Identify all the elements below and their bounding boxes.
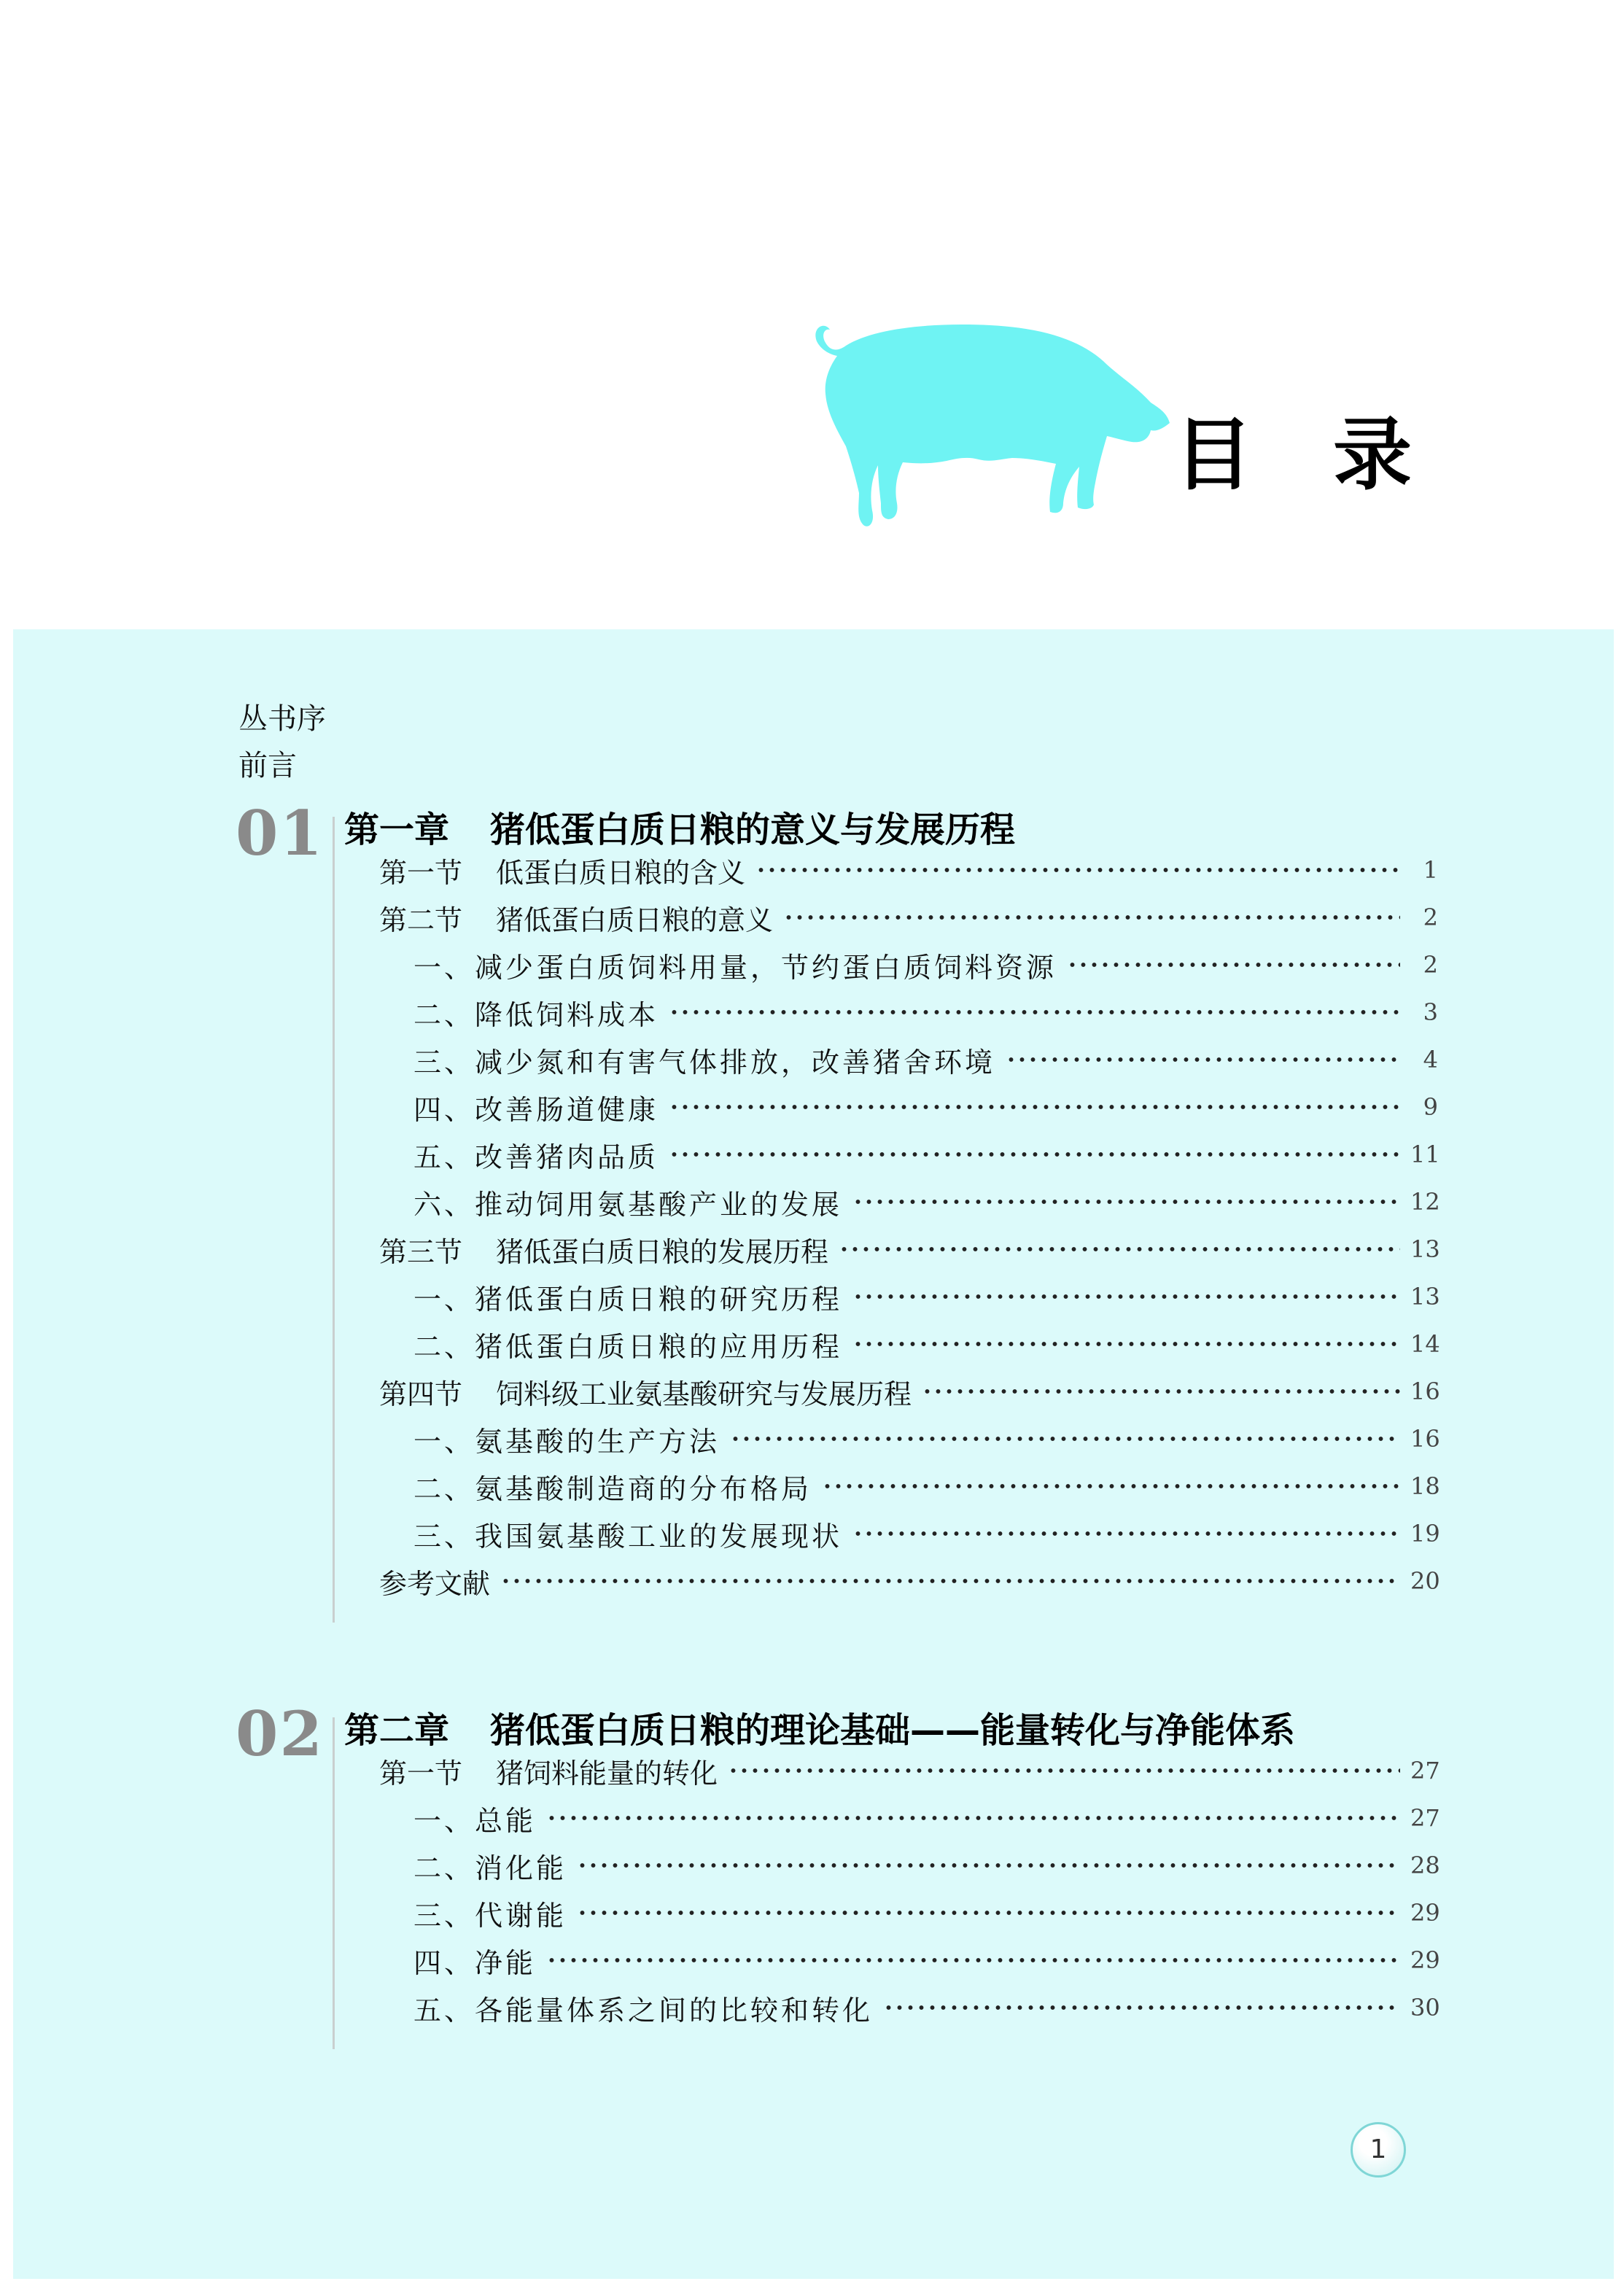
toc-entry-label bbox=[413, 1846, 567, 1886]
toc-dot-leader bbox=[852, 1198, 1400, 1205]
toc-subsection-entry[interactable] bbox=[413, 1324, 1438, 1364]
toc-entry-label bbox=[413, 1798, 536, 1838]
toc-entry-label bbox=[379, 1372, 912, 1412]
toc-subsection-entry[interactable] bbox=[413, 1845, 1438, 1886]
toc-page-number: 30 bbox=[1410, 1994, 1440, 2021]
chapter-number: 01 bbox=[236, 797, 324, 869]
toc-entry-text: 三、我国氨基酸工业的发展现状 bbox=[413, 1520, 843, 1553]
toc-page-number: 20 bbox=[1410, 1567, 1440, 1595]
toc-page-number: 16 bbox=[1410, 1425, 1440, 1453]
toc-entry-label bbox=[413, 1040, 995, 1080]
toc-entry-label bbox=[379, 1561, 490, 1601]
toc-section-number: 第二节 bbox=[379, 904, 463, 936]
chapter-number: 02 bbox=[236, 1698, 324, 1770]
toc-section-entry[interactable] bbox=[379, 1561, 1438, 1601]
toc-entry-label bbox=[413, 1467, 812, 1507]
toc-entry-text: 二、降低饲料成本 bbox=[413, 998, 659, 1031]
toc-dot-leader bbox=[883, 2004, 1400, 2011]
toc-page-number: 2 bbox=[1423, 904, 1438, 931]
toc-page-number: 16 bbox=[1410, 1378, 1440, 1405]
toc-page-number: 13 bbox=[1410, 1235, 1440, 1263]
toc-section-entry[interactable] bbox=[379, 1371, 1438, 1412]
toc-entry-label bbox=[413, 1277, 842, 1317]
toc-dot-leader bbox=[1067, 961, 1400, 968]
toc-subsection-entry[interactable] bbox=[413, 1798, 1438, 1838]
toc-dot-leader bbox=[546, 1814, 1400, 1822]
toc-dot-leader bbox=[669, 1009, 1400, 1016]
toc-dot-leader bbox=[852, 1530, 1400, 1537]
toc-entry-label bbox=[413, 1182, 842, 1222]
toc-dot-leader bbox=[839, 1246, 1400, 1253]
toc-entry-text: 低蛋白质日粮的含义 bbox=[496, 856, 746, 889]
toc-entry-text: 六、推动饲用氨基酸产业的发展 bbox=[413, 1188, 843, 1221]
toc-page-number: 12 bbox=[1410, 1188, 1440, 1216]
toc-dot-leader bbox=[852, 1293, 1400, 1300]
toc-entry-text: 一、减少蛋白质饲料用量，节约蛋白质饲料资源 bbox=[413, 951, 1057, 984]
toc-subsection-entry[interactable] bbox=[413, 1134, 1438, 1175]
toc-subsection-entry[interactable] bbox=[413, 1276, 1438, 1317]
toc-entry-text: 一、总能 bbox=[413, 1804, 537, 1837]
toc-entry-label bbox=[413, 1988, 873, 2028]
toc-page-number: 28 bbox=[1410, 1852, 1440, 1879]
toc-entry-text: 四、净能 bbox=[413, 1946, 537, 1979]
toc-subsection-entry[interactable] bbox=[413, 1940, 1438, 1981]
toc-subsection-entry[interactable] bbox=[413, 944, 1438, 985]
toc-entry-label bbox=[413, 945, 1057, 985]
toc-entry-text: 猪低蛋白质日粮的意义 bbox=[496, 904, 774, 936]
toc-page-number: 3 bbox=[1423, 998, 1438, 1026]
toc-section-number: 第四节 bbox=[379, 1378, 463, 1410]
toc-dot-leader bbox=[577, 1909, 1400, 1916]
toc-page-number: 1 bbox=[1423, 856, 1438, 884]
toc-entry-label bbox=[413, 992, 658, 1033]
toc-dot-leader bbox=[728, 1767, 1400, 1774]
toc-section-entry[interactable] bbox=[379, 850, 1438, 890]
toc-subsection-entry[interactable] bbox=[413, 1466, 1438, 1507]
toc-subsection-entry[interactable] bbox=[413, 1513, 1438, 1554]
toc-entry-label bbox=[413, 1893, 567, 1933]
toc-entry-text: 猪低蛋白质日粮的发展历程 bbox=[496, 1235, 829, 1268]
toc-page-number: 13 bbox=[1410, 1283, 1440, 1310]
toc-dot-leader bbox=[669, 1151, 1400, 1158]
chapter-divider-line bbox=[333, 1717, 335, 2049]
toc-entry-label bbox=[413, 1941, 536, 1981]
toc-subsection-entry[interactable] bbox=[413, 1181, 1438, 1222]
toc-entry-text: 一、氨基酸的生产方法 bbox=[413, 1425, 720, 1458]
toc-entry-label bbox=[379, 850, 745, 890]
toc-section-number: 第一节 bbox=[379, 856, 463, 889]
toc-entry-label bbox=[413, 1514, 842, 1554]
toc-dot-leader bbox=[500, 1577, 1400, 1585]
toc-entry-label bbox=[379, 1751, 718, 1791]
toc-entry-text: 参考文献 bbox=[379, 1567, 491, 1600]
toc-page-number: 14 bbox=[1410, 1330, 1440, 1358]
chapter-title[interactable] bbox=[344, 808, 1015, 852]
chapter-label: 第二章 bbox=[344, 1710, 450, 1751]
toc-front-matter-series-preface[interactable]: 丛书序 bbox=[238, 702, 326, 736]
toc-entry-label bbox=[413, 1135, 658, 1175]
toc-page-number: 29 bbox=[1410, 1946, 1440, 1974]
toc-dot-leader bbox=[922, 1388, 1400, 1395]
toc-subsection-entry[interactable] bbox=[413, 1892, 1438, 1933]
toc-page-number: 11 bbox=[1410, 1141, 1440, 1168]
toc-entry-text: 四、改善肠道健康 bbox=[413, 1093, 659, 1126]
toc-entry-text: 五、各能量体系之间的比较和转化 bbox=[413, 1994, 874, 2027]
toc-subsection-entry[interactable] bbox=[413, 1039, 1438, 1080]
toc-page-number: 27 bbox=[1410, 1757, 1440, 1784]
chapter-title[interactable] bbox=[344, 1709, 1295, 1752]
toc-dot-leader bbox=[783, 914, 1400, 921]
chapter-title-text: 猪低蛋白质日粮的理论基础——能量转化与净能体系 bbox=[490, 1710, 1296, 1751]
toc-section-entry[interactable] bbox=[379, 1750, 1438, 1791]
toc-page-number: 18 bbox=[1410, 1472, 1440, 1500]
page-title: 目录 bbox=[1174, 410, 1493, 501]
chapter-divider-line bbox=[333, 817, 335, 1623]
toc-entry-label bbox=[379, 898, 773, 938]
toc-entry-text: 三、减少氮和有害气体排放，改善猪舍环境 bbox=[413, 1046, 996, 1079]
toc-dot-leader bbox=[730, 1435, 1400, 1442]
toc-page-number: 9 bbox=[1423, 1093, 1438, 1121]
toc-dot-leader bbox=[546, 1957, 1400, 1964]
toc-subsection-entry[interactable] bbox=[413, 1987, 1438, 2028]
toc-page-number: 27 bbox=[1410, 1804, 1440, 1832]
toc-entry-label bbox=[413, 1324, 842, 1364]
toc-subsection-entry[interactable] bbox=[413, 992, 1438, 1033]
toc-entry-label bbox=[413, 1419, 720, 1459]
toc-subsection-entry[interactable] bbox=[413, 1087, 1438, 1127]
toc-section-entry[interactable] bbox=[379, 1229, 1438, 1270]
toc-entry-text: 二、消化能 bbox=[413, 1852, 567, 1884]
toc-dot-leader bbox=[669, 1103, 1400, 1111]
toc-dot-leader bbox=[822, 1483, 1400, 1490]
chapter-title-text: 猪低蛋白质日粮的意义与发展历程 bbox=[490, 809, 1016, 850]
toc-dot-leader bbox=[755, 866, 1400, 874]
toc-entry-label bbox=[379, 1229, 828, 1270]
toc-entry-text: 五、改善猪肉品质 bbox=[413, 1141, 659, 1173]
toc-dot-leader bbox=[852, 1340, 1400, 1348]
toc-page-number: 19 bbox=[1410, 1520, 1440, 1547]
toc-entry-text: 三、代谢能 bbox=[413, 1899, 567, 1932]
toc-dot-leader bbox=[577, 1862, 1400, 1869]
chapter-label: 第一章 bbox=[344, 809, 450, 850]
toc-dot-leader bbox=[1006, 1056, 1400, 1063]
toc-page-number: 29 bbox=[1410, 1899, 1440, 1927]
toc-section-number: 第一节 bbox=[379, 1757, 463, 1790]
toc-front-matter-preface[interactable]: 前言 bbox=[238, 749, 297, 782]
toc-section-entry[interactable] bbox=[379, 897, 1438, 938]
toc-entry-text: 一、猪低蛋白质日粮的研究历程 bbox=[413, 1283, 843, 1316]
toc-entry-label bbox=[413, 1087, 658, 1127]
toc-entry-text: 饲料级工业氨基酸研究与发展历程 bbox=[496, 1378, 912, 1410]
toc-entry-text: 二、氨基酸制造商的分布格局 bbox=[413, 1472, 812, 1505]
toc-entry-text: 二、猪低蛋白质日粮的应用历程 bbox=[413, 1330, 843, 1363]
toc-section-number: 第三节 bbox=[379, 1235, 463, 1268]
toc-page-number: 2 bbox=[1423, 951, 1438, 979]
toc-entry-text: 猪饲料能量的转化 bbox=[496, 1757, 718, 1790]
page-number-badge: 1 bbox=[1351, 2122, 1406, 2178]
pig-silhouette-icon bbox=[808, 321, 1173, 532]
toc-page-number: 4 bbox=[1423, 1046, 1438, 1073]
toc-subsection-entry[interactable] bbox=[413, 1418, 1438, 1459]
